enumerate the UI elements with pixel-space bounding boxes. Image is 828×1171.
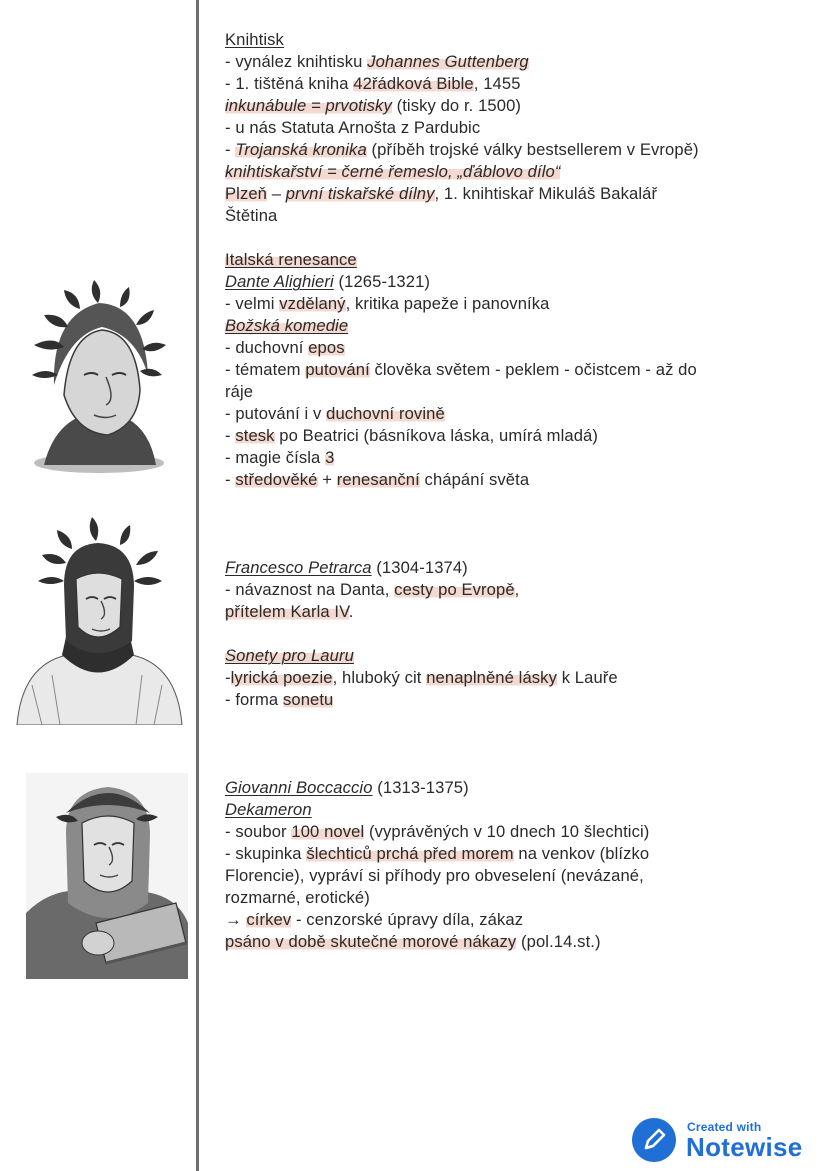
note-line <box>225 95 815 117</box>
highlight: 3 <box>325 448 335 467</box>
note-line <box>225 425 815 447</box>
text-segment: - návaznost na Danta, <box>225 580 395 599</box>
text-segment: - magie čísla <box>225 448 326 467</box>
note-line <box>225 117 815 139</box>
boccaccio-portrait-image <box>26 773 188 979</box>
text-segment: ráje <box>225 382 254 401</box>
text-segment: rozmarné, erotické) <box>225 888 370 907</box>
text-segment: → <box>225 910 247 929</box>
highlight: první tiskařské dílny <box>285 184 435 203</box>
text-segment: chápání světa <box>419 470 530 489</box>
text-segment: Dekameron <box>225 800 312 819</box>
text-segment: - u nás Statuta Arnošta z Pardubic <box>225 118 481 137</box>
text-segment: na venkov (blízko <box>513 844 650 863</box>
highlight: inkunábule = prvotisky <box>225 96 392 115</box>
text-segment: - putování i v <box>225 404 327 423</box>
note-line <box>225 73 815 95</box>
notes-column <box>225 29 815 953</box>
work-title <box>225 799 815 821</box>
text-segment: Štětina <box>225 206 278 225</box>
highlight: přítelem Karla IV <box>225 602 349 621</box>
highlight: knihtiskařství = černé řemeslo, „ďáblovo dílo“ <box>225 162 561 181</box>
highlight: církev <box>246 910 292 929</box>
text-segment: – <box>267 184 286 203</box>
text-segment: - velmi <box>225 294 280 313</box>
text-segment: - duchovní <box>225 338 309 357</box>
highlight: cesty po Evropě <box>394 580 515 599</box>
highlight: 42řádková Bible <box>353 74 474 93</box>
highlight: Plzeň <box>225 184 268 203</box>
text-segment: - <box>225 668 231 687</box>
text-segment: - <box>225 426 236 445</box>
note-line <box>225 909 815 931</box>
author-line <box>225 557 815 579</box>
note-line <box>225 183 815 205</box>
text-segment: , kritika papeže i panovníka <box>345 294 550 313</box>
work-title <box>225 315 815 337</box>
notewise-badge <box>632 1118 822 1164</box>
author-name: Francesco Petrarca <box>225 558 372 577</box>
highlight: putování <box>305 360 370 379</box>
text-segment: (pol.14.st.) <box>516 932 601 951</box>
note-line <box>225 205 815 227</box>
text-segment: - 1. tištěná kniha <box>225 74 354 93</box>
note-line <box>225 337 815 359</box>
text-segment: (1304-1374) <box>371 558 468 577</box>
note-line <box>225 821 815 843</box>
section-heading <box>225 249 815 271</box>
text-segment: po Beatrici (básníkova láska, umírá mladá) <box>274 426 598 445</box>
text-segment: , 1. knihtiskař Mikuláš Bakalář <box>434 184 658 203</box>
highlight: středověké <box>235 470 318 489</box>
note-line <box>225 689 815 711</box>
author-name: Dante Alighieri <box>225 272 334 291</box>
author-name: Giovanni Boccaccio <box>225 778 373 797</box>
note-line <box>225 447 815 469</box>
highlight: psáno v době skutečné morové nákazy <box>225 932 517 951</box>
highlight: sonetu <box>282 690 334 709</box>
text-segment: Florencie), vypráví si příhody pro obveselení (nevázané, <box>225 866 644 885</box>
note-line <box>225 865 815 887</box>
note-line <box>225 51 815 73</box>
text-segment: (1265-1321) <box>333 272 431 291</box>
section-heading <box>225 29 815 51</box>
text-segment: . <box>348 602 354 621</box>
text-segment: (tisky do r. 1500) <box>391 96 522 115</box>
note-line <box>225 359 815 381</box>
text-segment: (příběh trojské války bestsellerem v Evropě) <box>366 140 699 159</box>
text-segment: - soubor <box>225 822 292 841</box>
text-segment: Knihtisk <box>225 30 284 49</box>
page-divider-line <box>196 0 199 1171</box>
text-segment: - forma <box>225 690 283 709</box>
highlight: 100 novel <box>291 822 365 841</box>
petrarca-portrait-image <box>12 515 184 725</box>
text-segment: k Lauře <box>556 668 618 687</box>
text-segment: , 1455 <box>473 74 521 93</box>
note-line <box>225 931 815 953</box>
highlight: šlechticů prchá před morem <box>306 844 514 863</box>
note-line <box>225 469 815 491</box>
note-line <box>225 601 815 623</box>
highlight: epos <box>308 338 345 357</box>
text-segment: - cenzorské úpravy díla, zákaz <box>291 910 524 929</box>
note-line <box>225 887 815 909</box>
highlight: renesanční <box>336 470 420 489</box>
text-segment: - skupinka <box>225 844 307 863</box>
note-line <box>225 381 815 403</box>
text-segment: - <box>225 140 236 159</box>
highlight: Johannes Guttenberg <box>367 52 529 71</box>
highlight: vzdělaný <box>279 294 346 313</box>
text-segment: - tématem <box>225 360 306 379</box>
text-segment: + <box>317 470 337 489</box>
author-line <box>225 271 815 293</box>
text-segment: , <box>514 580 520 599</box>
text-segment: , hluboký cit <box>332 668 427 687</box>
text-segment: člověka světem - peklem - očistcem - až do <box>369 360 697 379</box>
author-line <box>225 777 815 799</box>
brand-caption: Created with <box>687 1120 762 1134</box>
highlight: duchovní rovině <box>326 404 445 423</box>
text-segment: - vynález knihtisku <box>225 52 368 71</box>
text-segment: (vyprávěných v 10 dnech 10 šlechtici) <box>364 822 650 841</box>
text-segment: - <box>225 470 236 489</box>
text-segment: Božská komedie <box>225 316 349 335</box>
note-line <box>225 403 815 425</box>
dante-portrait-image <box>24 275 174 473</box>
note-line <box>225 667 815 689</box>
note-line <box>225 161 815 183</box>
highlight: stesk <box>235 426 275 445</box>
highlight: nenaplněné lásky <box>426 668 557 687</box>
work-title <box>225 645 815 667</box>
text-segment: Sonety pro Lauru <box>225 646 354 665</box>
highlight: lyrická poezie <box>230 668 333 687</box>
pencil-icon <box>632 1118 676 1162</box>
note-line <box>225 139 815 161</box>
brand-name: Notewise <box>686 1132 803 1162</box>
highlight: Trojanská kronika <box>235 140 367 159</box>
note-line <box>225 843 815 865</box>
text-segment: Italská renesance <box>225 250 357 269</box>
note-line <box>225 293 815 315</box>
note-line <box>225 579 815 601</box>
text-segment: (1313-1375) <box>372 778 469 797</box>
